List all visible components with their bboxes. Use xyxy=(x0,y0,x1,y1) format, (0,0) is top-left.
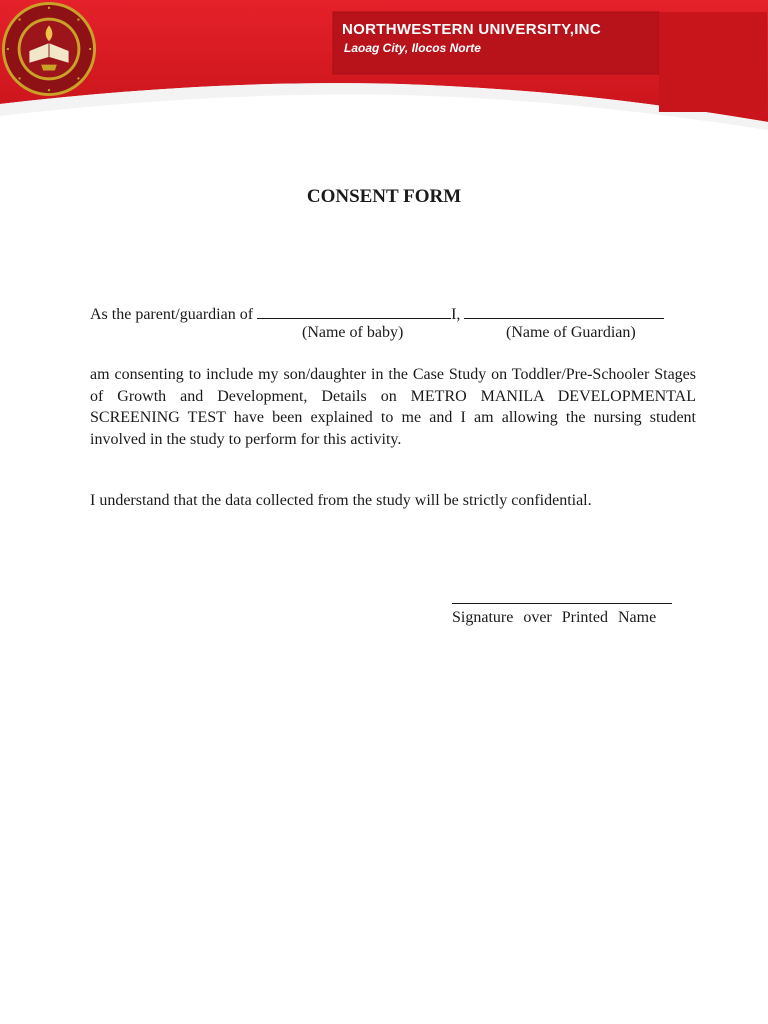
header-background xyxy=(0,0,768,130)
signature-caption: Signature over Printed Name xyxy=(452,609,657,626)
guardian-line xyxy=(90,304,664,324)
confidentiality-paragraph: I understand that the data collected from the study will be strictly confidential. xyxy=(90,492,592,509)
guardian-name-blank[interactable] xyxy=(464,304,664,319)
form-title: CONSENT FORM xyxy=(306,186,462,207)
university-location: Laoag City, Ilocos Norte xyxy=(344,41,481,55)
guardian-line-prefix: As the parent/guardian of xyxy=(90,306,254,323)
guardian-line-separator: I, xyxy=(451,306,461,323)
baby-name-caption: (Name of baby) xyxy=(302,324,404,341)
header-banner xyxy=(0,0,768,130)
guardian-name-caption: (Name of Guardian) xyxy=(506,324,636,341)
consent-paragraph: am consenting to include my son/daughter in the Case Study on Toddler/Pre-Schooler Stages of Growth and Development, Details on METRO MANILA DEVELOPMENTAL SCREENING TEST have been explained to me and I am allowing the nursing student involved in the study to perform for this activity. xyxy=(90,366,696,448)
baby-name-blank[interactable] xyxy=(257,304,451,319)
signature-line[interactable] xyxy=(452,603,672,604)
university-name: NORTHWESTERN UNIVERSITY,INC xyxy=(342,21,601,38)
university-seal-icon xyxy=(0,0,98,98)
